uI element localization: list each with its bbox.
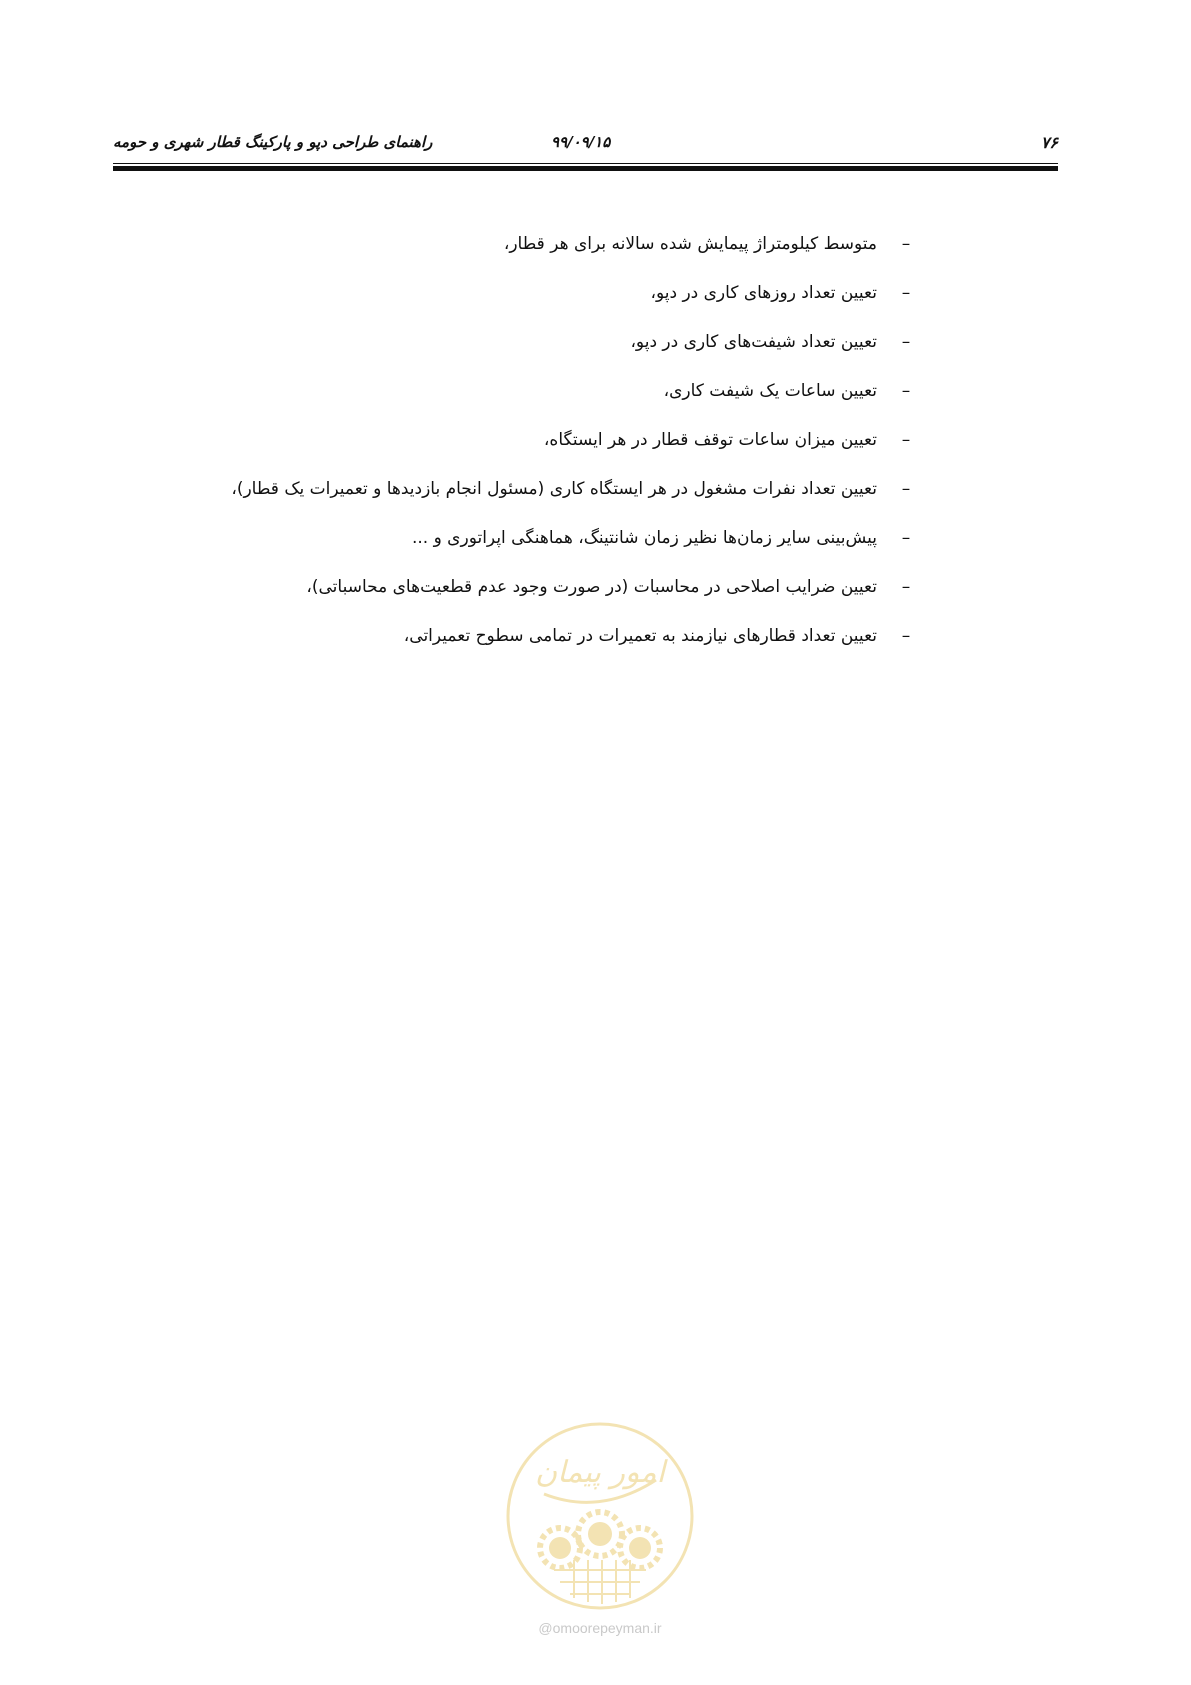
list-item: [141, 268, 921, 317]
document-date: ۹۹/۰۹/۱۵: [551, 133, 611, 151]
list-item: [141, 464, 921, 513]
header-rule-thick: [113, 166, 1058, 171]
list-item-text: تعیین ضرایب اصلاحی در محاسبات (در صورت وجود عدم قطعیت‌های محاسباتی)،: [306, 576, 877, 597]
dash-bullet: –: [901, 429, 911, 450]
gear-icon: [578, 1512, 622, 1556]
dash-bullet: –: [901, 282, 911, 303]
watermark-logo: [504, 1420, 696, 1612]
header-rule-thin: [113, 163, 1058, 164]
list-item-text: تعیین تعداد روزهای کاری در دپو،: [650, 282, 877, 303]
gear-icon: [620, 1528, 660, 1568]
list-item: [141, 611, 921, 660]
list-item-text: تعیین تعداد قطارهای نیازمند به تعمیرات در تمامی سطوح تعمیراتی،: [403, 625, 877, 646]
list-item: [141, 366, 921, 415]
dash-bullet: –: [901, 576, 911, 597]
list-item: [141, 513, 921, 562]
dash-bullet: –: [901, 478, 911, 499]
dash-bullet: –: [901, 527, 911, 548]
list-item-text: پیش‌بینی سایر زمان‌ها نظیر زمان شانتینگ، هماهنگی اپراتوری و ...: [411, 527, 877, 548]
watermark-handle: @omoorepeyman.ir: [538, 1620, 662, 1636]
dash-bullet: –: [901, 625, 911, 646]
page-number: ۷۶: [1040, 133, 1058, 152]
dash-bullet: –: [901, 380, 911, 401]
list-item: [141, 562, 921, 611]
document-title: راهنمای طراحی دپو و پارکینگ قطار شهری و حومه: [113, 133, 433, 151]
list-item-text: تعیین تعداد شیفت‌های کاری در دپو،: [630, 331, 877, 352]
list-item: [141, 317, 921, 366]
dash-bullet: –: [901, 233, 911, 254]
dash-bullet: –: [901, 331, 911, 352]
list-item: [141, 219, 921, 268]
watermark-logo-text: امور پیمان: [535, 1455, 665, 1490]
list-item: [141, 415, 921, 464]
bullet-list: [141, 219, 921, 660]
list-item-text: تعیین تعداد نفرات مشغول در هر ایستگاه کاری (مسئول انجام بازدیدها و تعمیرات یک قطار)،: [231, 478, 877, 499]
list-item-text: متوسط کیلومتراژ پیمایش شده سالانه برای هر قطار،: [503, 233, 877, 254]
list-item-text: تعیین ساعات یک شیفت کاری،: [663, 380, 877, 401]
watermark-circle: [508, 1424, 692, 1608]
page-header: [113, 130, 1058, 160]
list-item-text: تعیین میزان ساعات توقف قطار در هر ایستگاه،: [543, 429, 877, 450]
